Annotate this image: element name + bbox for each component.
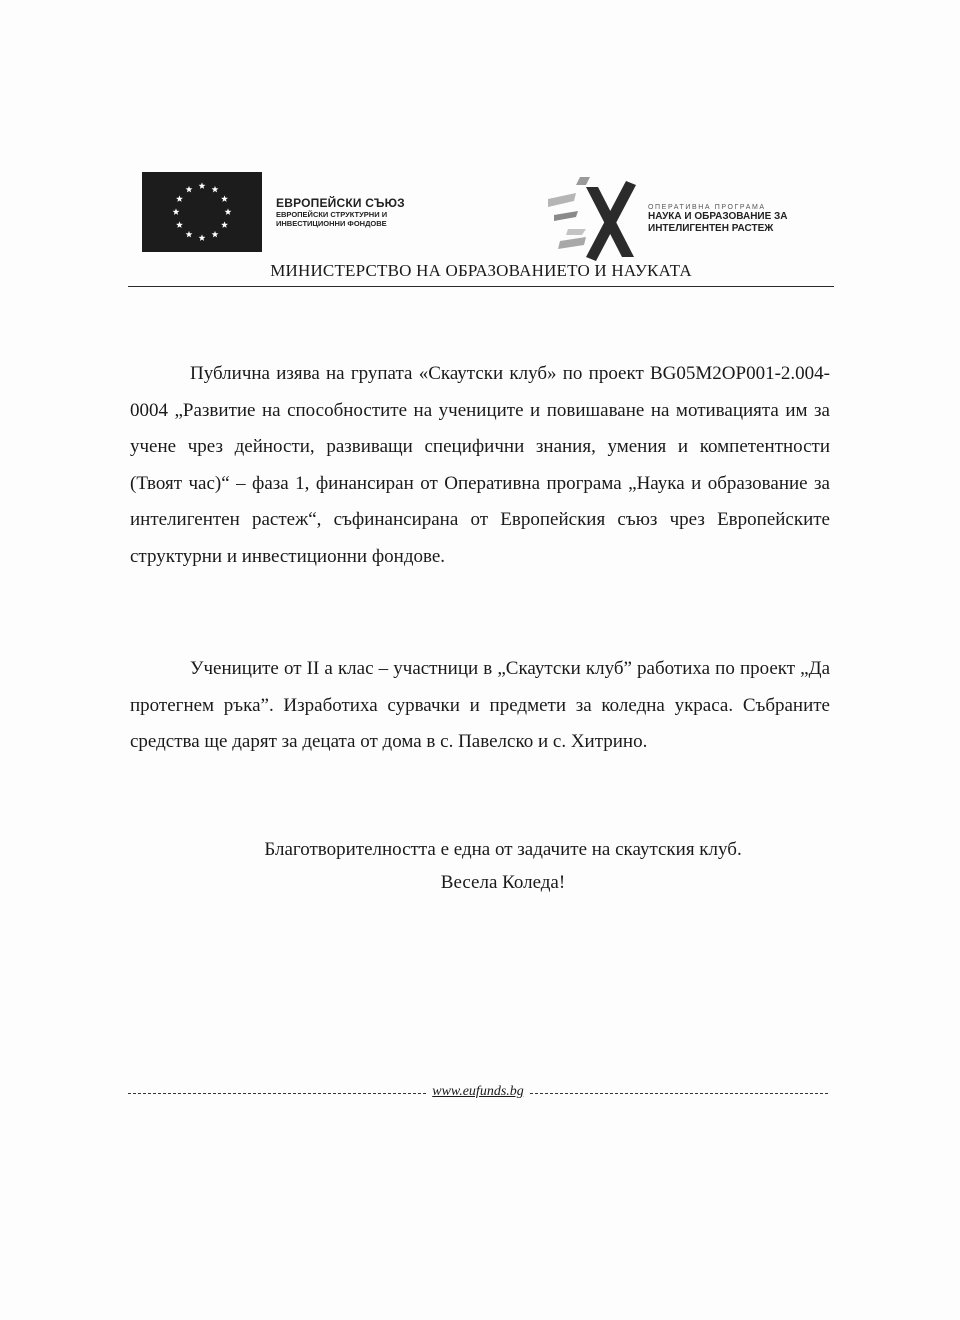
footer bbox=[128, 1084, 828, 1100]
eu-star-icon bbox=[186, 186, 193, 193]
op-x-logo-icon bbox=[546, 175, 638, 263]
paragraph-public-event bbox=[130, 356, 830, 575]
paragraph1-text: Публична изява на групата «Скаутски клуб» по проект BG05M2OP001-2.004-0004 „Развитие на способностите на учениците и повишаване на мотивацията им за учене чрез дейности, развиващи специфични знания, умения и компетентности (Твоят час)“ – фаза 1, финансиран от Оперативна програма „Наука и образование за интелигентен растеж“, съфинансирана от Европейския съюз чрез Европейските структурни и инвестиционни фондове. bbox=[130, 363, 830, 567]
eu-star-icon bbox=[212, 186, 219, 193]
paragraph-class-activity bbox=[130, 651, 830, 761]
op-label: ОПЕРАТИВНА ПРОГРАМА bbox=[648, 203, 766, 211]
closing-charity-line: Благотворителността е една от задачите на скаутския клуб. bbox=[264, 839, 742, 860]
eu-star-icon bbox=[221, 195, 228, 202]
eu-star-icon bbox=[176, 195, 183, 202]
eufunds-link[interactable]: www.eufunds.bg bbox=[432, 1084, 524, 1099]
op-logo-block bbox=[546, 175, 788, 263]
op-title-line1: НАУКА И ОБРАЗОВАНИЕ ЗА bbox=[648, 210, 788, 222]
eu-subtitle-line1: ЕВРОПЕЙСКИ СТРУКТУРНИ И bbox=[276, 210, 388, 219]
header-divider bbox=[128, 286, 834, 287]
eu-flag-icon bbox=[142, 172, 262, 252]
eu-star-icon bbox=[186, 231, 193, 238]
footer-dash-left bbox=[128, 1093, 426, 1094]
eu-star-icon bbox=[212, 231, 219, 238]
ministry-heading: МИНИСТЕРСТВО НА ОБРАЗОВАНИЕТО И НАУКАТА bbox=[270, 261, 692, 280]
paragraph2-text: Учениците от II а клас – участници в „Скаутски клуб” работиха по проект „Да протегнем ръка”. Изработиха сурвачки и предмети за коледна украса. Събраните средства ще дарят за децата от дома в с. Павелско и с. Хитрино. bbox=[130, 658, 830, 752]
op-logo-text bbox=[648, 204, 788, 235]
eu-title: ЕВРОПЕЙСКИ СЪЮЗ bbox=[276, 196, 405, 210]
eu-star-icon bbox=[221, 221, 228, 228]
eu-star-icon bbox=[225, 208, 232, 215]
footer-dash-right bbox=[530, 1093, 828, 1094]
eu-logo-text bbox=[276, 196, 405, 228]
eu-star-icon bbox=[176, 221, 183, 228]
eu-subtitle-line2: ИНВЕСТИЦИОННИ ФОНДОВЕ bbox=[276, 219, 387, 228]
eu-star-icon bbox=[199, 182, 206, 189]
eu-star-icon bbox=[173, 208, 180, 215]
eu-logo-block bbox=[142, 172, 405, 252]
op-title-line2: ИНТЕЛИГЕНТЕН РАСТЕЖ bbox=[648, 222, 774, 234]
closing-greeting: Весела Коледа! bbox=[440, 872, 566, 893]
eu-star-icon bbox=[199, 234, 206, 241]
